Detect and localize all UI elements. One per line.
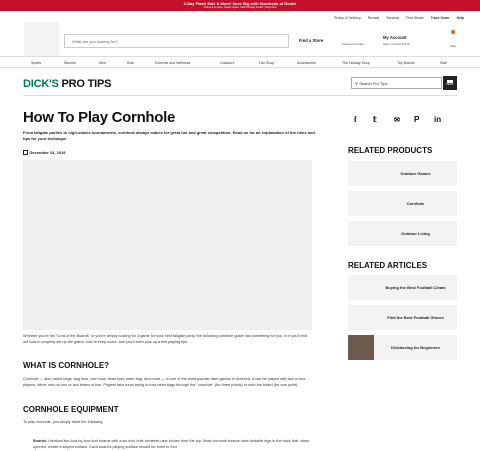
section-heading-what: WHAT IS CORNHOLE? <box>23 361 110 370</box>
nav-item-sale[interactable]: Sale <box>440 61 448 65</box>
nav-item-sports[interactable]: Sports <box>31 61 42 65</box>
main-nav <box>0 56 480 68</box>
nav-item-accessories[interactable]: Accessories <box>297 61 316 65</box>
twitter-icon[interactable]: 𝕥 <box>373 115 377 124</box>
util-link-find-stores[interactable]: Find Stores <box>406 16 424 20</box>
article-thumbnail <box>348 335 374 360</box>
account-subtext[interactable]: Sign in to Earn Points <box>383 42 410 46</box>
article-paragraph-boards: Boards: Identical two-foot-by-four-foot boards with a six-inch hole centered nine inches from the top. Most cornhole boards have foldable legs in the back that, when opened, create a sloped surface. Each board's playing surface should be three to four <box>33 439 310 449</box>
utility-links <box>334 16 464 20</box>
pro-tips-search-input[interactable] <box>351 77 442 89</box>
product-thumbnail <box>348 161 374 186</box>
find-store-link[interactable]: Find a Store <box>299 38 324 43</box>
account-title[interactable]: My Account <box>383 35 407 40</box>
cart-icon <box>451 30 455 34</box>
hero-image <box>23 160 312 330</box>
promo-headline: 2-Day Flash Sale & More! Save Big with Hundreds of Deals! <box>183 1 297 6</box>
related-product-label: Outdoor Games <box>400 171 431 176</box>
cart-label: Cart <box>450 44 456 48</box>
util-link-help[interactable]: Help <box>456 16 464 20</box>
related-article-card[interactable] <box>348 305 457 330</box>
facebook-icon[interactable]: f <box>354 115 357 124</box>
related-article-card[interactable] <box>348 335 457 360</box>
nav-item-fan-shop[interactable]: Fan Shop <box>259 61 275 65</box>
article-paragraph-1: Whether you're the "Lord of the Boards" or you're simply looking for a game for your next tailgate party, the following cornhole guide has something for you. In it you'll find out how to properly set up the game, how to keep score, and you'll even pick up a few playing tips. <box>23 334 308 344</box>
util-link-track-order[interactable]: Track Order <box>430 16 450 20</box>
selected-location[interactable]: Selected Location <box>342 42 365 46</box>
util-link-rentals[interactable]: Rentals <box>367 16 380 20</box>
article-thumbnail <box>348 275 374 300</box>
calendar-icon <box>23 150 28 155</box>
pinterest-icon[interactable]: P <box>414 115 420 124</box>
promo-subtext: Online & in-store. Select styles. Valid through 12/10/. Shop Now <box>203 6 277 9</box>
util-link-services[interactable]: Services <box>386 16 400 20</box>
pro-tips-logo[interactable]: DICK'S PRO TIPS <box>23 78 112 90</box>
article-title: How To Play Cornhole <box>23 109 176 126</box>
nav-item-top-brands[interactable]: Top Brands <box>397 61 415 65</box>
nav-item-holiday-shop[interactable]: The Holiday Shop <box>342 61 370 65</box>
related-article-label: Kickboxing for Beginners <box>391 345 440 350</box>
related-products-heading: RELATED PRODUCTS <box>348 146 433 155</box>
search-input[interactable]: What are you looking for? <box>64 34 289 48</box>
nav-item-women[interactable]: Women <box>64 61 76 65</box>
related-product-card[interactable] <box>348 161 457 186</box>
related-product-label: Outdoor Living <box>401 231 430 236</box>
article-paragraph-3: To play cornhole, you simply need the following. <box>23 420 104 424</box>
related-articles-heading: RELATED ARTICLES <box>348 261 428 270</box>
product-thumbnail <box>348 191 374 216</box>
related-product-card[interactable] <box>348 221 457 246</box>
article-intro: From tailgate parties to high-stakes tournaments, cornhole always makes for great fun and great competition. Read on for an explanation of the rules and tips for your technique. <box>23 130 315 141</box>
header-divider <box>23 95 457 96</box>
linkedin-icon[interactable]: in <box>434 115 442 124</box>
article-date: December 24, 2019 <box>23 150 66 155</box>
menu-button[interactable] <box>443 76 457 90</box>
related-article-label: Buying the Best Football Cleats <box>385 285 446 290</box>
search-icon: ⚲ <box>355 81 358 86</box>
util-link-pickup[interactable]: Pickup & Delivery <box>334 16 361 20</box>
related-article-label: Find the Best Football Gloves <box>387 315 444 320</box>
section-heading-equipment: CORNHOLE EQUIPMENT <box>23 405 119 414</box>
nav-item-exercise[interactable]: Exercise and Wellness <box>155 61 191 65</box>
cart-button[interactable] <box>449 30 457 52</box>
nav-item-kids[interactable]: Kids <box>127 61 134 65</box>
article-thumbnail <box>348 305 374 330</box>
related-product-card[interactable] <box>348 191 457 216</box>
menu-label: MENU <box>446 82 454 86</box>
related-article-card[interactable] <box>348 275 457 300</box>
pro-tips-search-placeholder: Search Pro Tips <box>359 81 388 86</box>
nav-item-outdoors[interactable]: Outdoors <box>220 61 235 65</box>
email-icon[interactable]: ✉ <box>394 117 400 124</box>
store-logo[interactable] <box>24 22 59 56</box>
nav-item-men[interactable]: Men <box>99 61 106 65</box>
article-paragraph-2: Cornhole — also called bags, bag toss, corn toss, bean toss, bean bag, and more — is one of the most popular lawn games in America. It can be played with two or four players, either one-on-one or two teams of two. Players take turns trying to toss bean bags through the "cornhole" (for three points) or onto the board (for one point). <box>23 377 306 387</box>
promo-banner[interactable] <box>0 0 480 11</box>
related-product-label: Cornhole <box>406 201 425 206</box>
product-thumbnail <box>348 221 374 246</box>
